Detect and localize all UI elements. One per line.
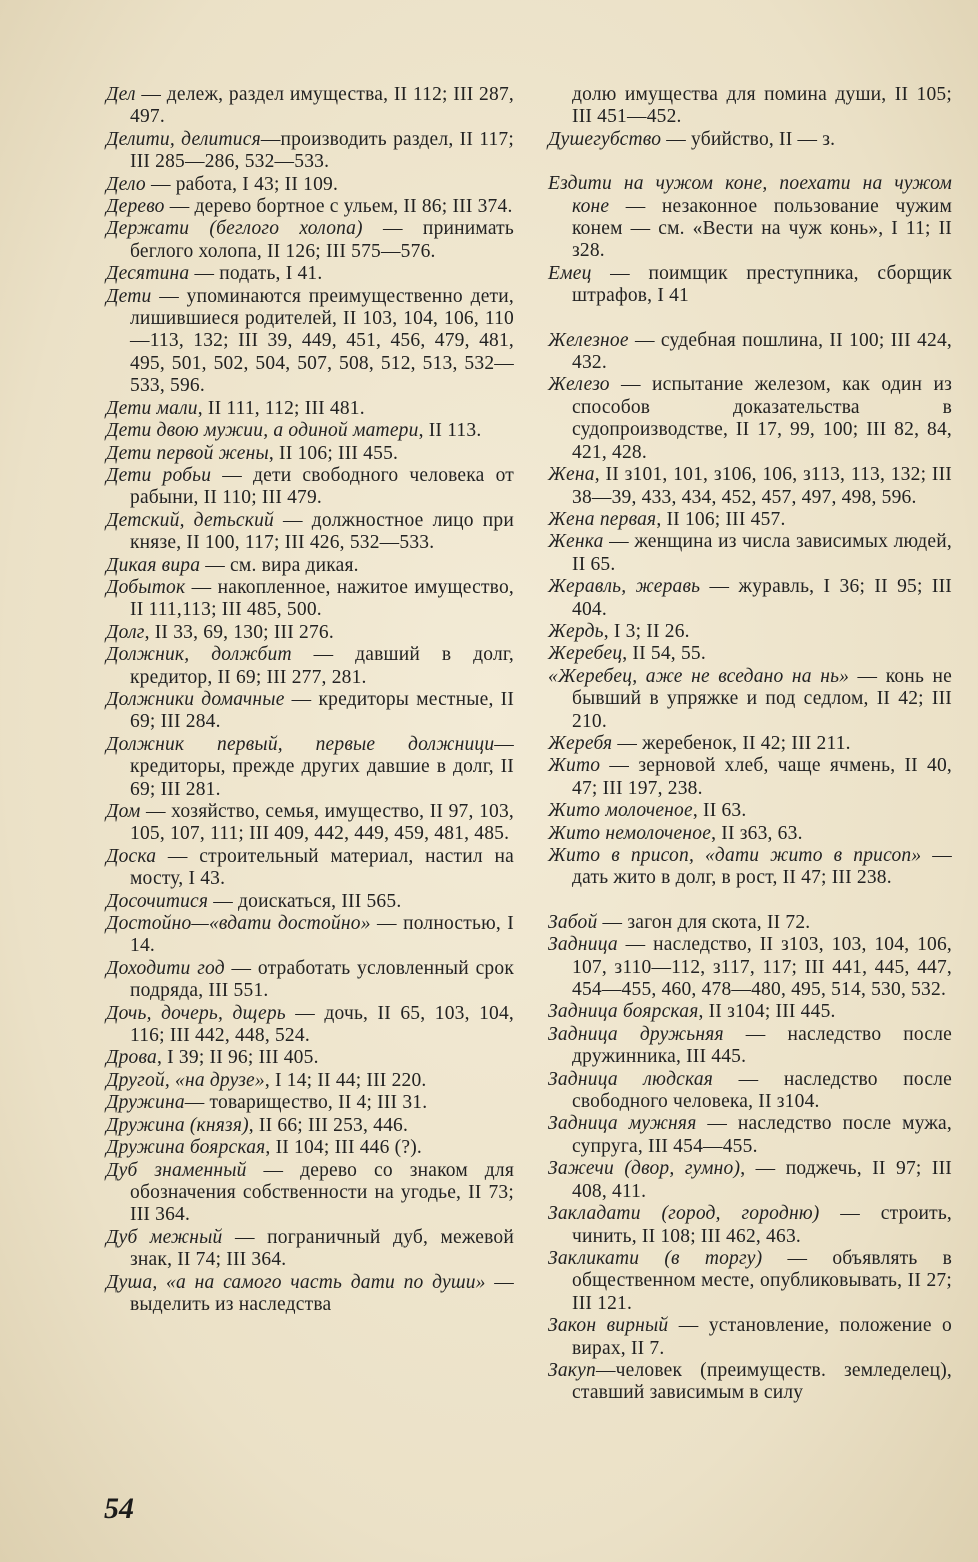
dictionary-entry [548, 755, 952, 800]
dictionary-entry [106, 1227, 514, 1272]
entry-definition: —человек (преимуществ. земледелец), ставший зависимым в силу [572, 1359, 952, 1404]
entry-term: Душа, «а на самого часть дати по души» [106, 1271, 486, 1293]
entry-definition: — поимщик преступника, сборщик штрафов, I 41 [572, 262, 952, 307]
entry-term: Железо [548, 374, 610, 396]
dictionary-entry [106, 913, 514, 958]
entry-definition: , II 54, 55. [622, 643, 706, 665]
entry-definition: — дерево со знаком для обозначения собственности на угодье, II 73; III 364. [130, 1159, 515, 1226]
entry-definition: — строить, чинить, II 108; III 462, 463. [572, 1203, 952, 1247]
entry-term: Дел [106, 84, 136, 105]
dictionary-entry [548, 800, 952, 822]
entry-term: Дело [106, 173, 146, 195]
entry-term: Дерево [106, 196, 165, 218]
dictionary-entry [106, 398, 514, 420]
entry-definition: — испытание железом, как один из способов доказательства в судопроизводстве, II 17, 99, 100; III 82, 84, 421, 428. [572, 374, 952, 463]
dictionary-entry [548, 912, 952, 934]
dictionary-entry [548, 374, 952, 464]
entry-term: Задница дружьняя [548, 1023, 724, 1045]
dictionary-entry [106, 263, 514, 285]
dictionary-entry [106, 286, 514, 398]
entry-definition: — установление, положение о вирах, II 7. [572, 1315, 953, 1359]
entry-definition: — объявлять в общественном месте, опубликовывать, II 27; III 121. [572, 1247, 952, 1314]
entry-term: Закуп [548, 1359, 596, 1381]
entry-term: Закликати (в торгу) [548, 1247, 763, 1269]
entry-term: Доходити год [106, 957, 225, 979]
entry-term: Дети мали [106, 397, 198, 419]
dictionary-entry [548, 1360, 952, 1405]
entry-term: «Жеребец, аже не вседано на нь» [548, 665, 850, 687]
dictionary-entry [548, 823, 952, 845]
page-number: 54 [104, 1492, 134, 1525]
entry-term: Десятина [106, 263, 190, 285]
entry-term: Закладати (город, городню) [548, 1203, 820, 1225]
entry-term: Досочитися [106, 890, 209, 912]
entry-definition: — судебная пошлина, II 100; III 424, 432. [572, 329, 952, 374]
entry-definition: — пограничный дуб, межевой знак, II 74; III 364. [130, 1226, 514, 1271]
entry-term: Доска [106, 845, 157, 867]
entry-term: Другой, «на друзе» [106, 1069, 265, 1091]
entry-term: Жито молоченое [548, 800, 693, 822]
entry-term: Должник, должбит [106, 644, 292, 666]
entry-term: Жена [548, 464, 595, 486]
entry-term: Дикая вира [106, 554, 201, 576]
dictionary-entry [548, 1158, 952, 1203]
entry-definition: — незаконное пользование чужим конем — см. «Вести на чуж конь», I 11; II з28. [572, 195, 952, 262]
entry-term: Закон вирный [548, 1315, 669, 1337]
dictionary-entry [106, 1047, 514, 1069]
entry-definition: — накопленное, нажитое имущество, II 111,113; III 485, 500. [130, 576, 514, 621]
section-gap [548, 308, 952, 330]
entry-definition: , I 3; II 26. [603, 620, 690, 642]
dictionary-entry [106, 734, 514, 801]
entry-term: Держати (беглого холопа) [106, 218, 363, 240]
dictionary-entry [106, 555, 514, 577]
dictionary-entry [106, 420, 514, 442]
entry-definition: — наследство после мужа, супруга, III 454—455. [572, 1113, 952, 1157]
dictionary-entry [106, 129, 514, 174]
dictionary-entry [106, 465, 514, 510]
entry-definition: — журавль, I 36; II 95; III 404. [572, 576, 953, 620]
dictionary-entry [548, 576, 952, 621]
dictionary-entry [106, 510, 514, 555]
entry-definition: , II 113. [418, 420, 482, 442]
entry-definition: — наследство после свободного человека, II з104. [572, 1068, 953, 1113]
dictionary-entry [548, 531, 952, 576]
dictionary-entry [548, 173, 952, 263]
entry-definition: — женщина из числа зависимых людей, II 65. [572, 531, 952, 575]
entry-definition: — товарищество, II 4; III 31. [184, 1092, 428, 1114]
entry-definition: , I 39; II 96; III 405. [157, 1047, 319, 1069]
section-gap [548, 890, 952, 912]
entry-term: Детский, детьский [106, 509, 275, 531]
dictionary-entry [548, 666, 952, 733]
dictionary-entry [548, 845, 952, 890]
entry-term: Жеребец [548, 643, 623, 665]
dictionary-entry [106, 218, 514, 263]
entry-definition: — зерновой хлеб, чаще ячмень, II 40, 47; III 197, 238. [572, 755, 952, 799]
dictionary-entry [548, 1024, 952, 1069]
entry-term: Дуб знаменный [106, 1159, 247, 1181]
entry-term: Ездити на чужом коне, поехати на чужом коне [548, 173, 952, 217]
entry-term: Дружина боярская [106, 1137, 266, 1159]
entry-term: Жердь [548, 620, 604, 642]
entry-definition: — дерево бортное с ульем, II 86; III 374. [164, 196, 513, 218]
entry-definition: — конь не бывший в упряжке и под седлом, II 42; III 210. [572, 665, 952, 732]
dictionary-entry [106, 958, 514, 1003]
dictionary-entry [548, 934, 952, 1001]
entry-definition: — должностное лицо при князе, II 100, 117; III 426, 532—533. [130, 509, 514, 554]
dictionary-entry [106, 443, 514, 465]
entry-term: Дом [106, 801, 141, 822]
dictionary-entry [106, 577, 514, 622]
entry-definition: — дети свободного человека от рабыни, II 110; III 479. [130, 464, 514, 509]
dictionary-entry [106, 891, 514, 913]
dictionary-entry [548, 1001, 952, 1023]
dictionary-entry [106, 1272, 514, 1317]
entry-definition: — убийство, II — з. [661, 128, 836, 150]
entry-definition: , II 106; III 455. [268, 442, 399, 464]
dictionary-entry [106, 174, 514, 196]
entry-definition: — давший в долг, кредитор, II 69; III 277, 281. [130, 644, 514, 688]
entry-definition: — дать жито в долг, в рост, II 47; III 238. [572, 845, 952, 889]
entry-definition: — кредиторы местные, II 69; III 284. [130, 688, 515, 733]
entry-term: Жеравль, жеравь [548, 576, 701, 598]
dictionary-entry [548, 1203, 952, 1248]
entry-definition: — кредиторы, прежде других давшие в долг, II 69; III 281. [130, 733, 514, 800]
entry-definition: — наследство после дружинника, III 445. [572, 1023, 952, 1068]
dictionary-entry [548, 1315, 952, 1360]
dictionary-entry [106, 1160, 514, 1227]
entry-term: Железное [548, 329, 629, 351]
entry-definition: — принимать беглого холопа, II 126; III 575—576. [130, 218, 514, 262]
entry-definition: , II з101, 101, з106, 106, з113, 113, 132; III 38—39, 433, 434, 452, 457, 497, 498, 596. [572, 464, 952, 508]
entry-definition: , II з104; III 445. [698, 1001, 836, 1023]
entry-term: Должники домачные [106, 688, 285, 710]
dictionary-entry [106, 1137, 514, 1159]
entry-definition: , — поджечь, II 97; III 408, 411. [572, 1158, 952, 1202]
left-column [106, 84, 514, 1316]
entry-definition: долю имущества для помина души, II 105; III 451—452. [572, 84, 952, 128]
entry-term: Дочь, дочерь, дщерь [106, 1002, 286, 1024]
dictionary-entry [106, 644, 514, 689]
entry-term: Зажечи (двор, гумно) [548, 1158, 741, 1180]
entry-definition: , II 106; III 457. [656, 508, 786, 530]
entry-definition: — выделить из наследства [130, 1271, 514, 1315]
entry-term: Делити, делитися [106, 128, 261, 150]
dictionary-entry [548, 129, 952, 151]
dictionary-entry [106, 84, 514, 129]
entry-term: Дружина (князя) [106, 1114, 249, 1136]
entry-term: Дети [106, 285, 152, 307]
entry-definition: — строительный материал, настил на мосту, I 43. [130, 845, 514, 890]
entry-definition: — дележ, раздел имущества, II 112; III 287, 497. [130, 84, 514, 128]
entry-definition: — работа, I 43; II 109. [145, 173, 339, 195]
entry-term: Емец [548, 262, 592, 284]
dictionary-entry [106, 689, 514, 734]
dictionary-entry [548, 1113, 952, 1158]
entry-term: Жито в присоп, «дати жито в присоп» [548, 845, 922, 866]
entry-term: Задница людская [548, 1068, 714, 1090]
entry-definition: , II з63, 63. [711, 822, 803, 844]
entry-term: Должник первый, первые должници [106, 733, 495, 755]
dictionary-entry [548, 1069, 952, 1114]
entry-term: Дуб межный [106, 1226, 223, 1248]
entry-definition: , II 111, 112; III 481. [197, 397, 365, 419]
dictionary-entry [548, 330, 952, 375]
dictionary-entry [548, 733, 952, 755]
entry-term: Дружина [106, 1092, 185, 1114]
entry-term: Дети робьи [106, 464, 212, 486]
entry-definition: , I 14; II 44; III 220. [264, 1069, 427, 1091]
entry-term: Задница [548, 934, 618, 956]
dictionary-entry [106, 622, 514, 644]
entry-definition: — загон для скота, II 72. [597, 911, 811, 933]
entry-term: Достойно—«вдати достойно» [106, 913, 371, 935]
dictionary-entry [106, 846, 514, 891]
dictionary-entry [106, 1070, 514, 1092]
entry-definition: — подать, I 41. [189, 263, 323, 285]
entry-definition: — хозяйство, семья, имущество, II 97, 103, 105, 107, 111; III 409, 442, 449, 459, 481, 485. [130, 801, 514, 845]
entry-definition: — жеребенок, II 42; III 211. [612, 732, 851, 754]
dictionary-entry [548, 621, 952, 643]
entry-term: Жито [548, 755, 601, 777]
entry-definition: — дочь, II 65, 103, 104, 116; III 442, 448, 524. [130, 1002, 515, 1047]
entry-definition: —производить раздел, II 117; III 285—286, 532—533. [130, 128, 515, 173]
entry-definition: — упоминаются преимущественно дети, лишившиеся родителей, II 103, 104, 106, 110—113, 132; III 39, 449, 451, 456, 479, 481, 495, 501, 502, 504, 507, 508, 512, 513, 532—533, 596. [130, 285, 514, 397]
entry-definition: — наследство, II з103, 103, 104, 106, 107, з110—112, з117, 117; III 441, 445, 447, 454—455, 460, 478—480, 495, 514, 530, 532. [572, 934, 952, 1001]
entry-term: Жеребя [548, 732, 613, 754]
entry-definition: — доискаться, III 565. [208, 890, 402, 912]
entry-definition: , II 33, 69, 130; III 276. [144, 621, 334, 643]
dictionary-entry [548, 1248, 952, 1315]
right-column [548, 84, 952, 1405]
entry-term: Жена первая [548, 508, 657, 530]
dictionary-entry [106, 1092, 514, 1114]
entry-term: Долг [106, 621, 145, 643]
entry-term: Добыток [106, 576, 186, 598]
entry-definition: , II 66; III 253, 446. [248, 1114, 409, 1136]
dictionary-entry [106, 196, 514, 218]
dictionary-entry [106, 801, 514, 846]
dictionary-entry [548, 643, 952, 665]
dictionary-entry [548, 509, 952, 531]
entry-term: Душегубство [548, 128, 662, 150]
entry-term: Дети двою мужии, а одиной матери [106, 420, 419, 442]
entry-term: Дрова [106, 1047, 157, 1069]
entry-definition: — отработать условленный срок подряда, III 551. [130, 957, 514, 1002]
entry-term: Задница мужняя [548, 1113, 697, 1135]
section-gap [548, 151, 952, 173]
dictionary-entry [548, 263, 952, 308]
entry-definition: — полностью, I 14. [130, 913, 514, 957]
entry-term: Дети первой жены [106, 442, 269, 464]
entry-definition: , II 104; III 446 (?). [265, 1137, 422, 1159]
entry-term: Жито немолоченое [548, 822, 712, 844]
dictionary-entry [548, 84, 952, 129]
dictionary-entry [106, 1115, 514, 1137]
entry-term: Задница боярская [548, 1001, 699, 1023]
entry-definition: , II 63. [692, 800, 747, 822]
entry-term: Женка [548, 531, 604, 553]
entry-definition: — см. вира дикая. [200, 554, 359, 576]
dictionary-entry [548, 464, 952, 509]
entry-term: Забой [548, 911, 598, 933]
dictionary-entry [106, 1003, 514, 1048]
